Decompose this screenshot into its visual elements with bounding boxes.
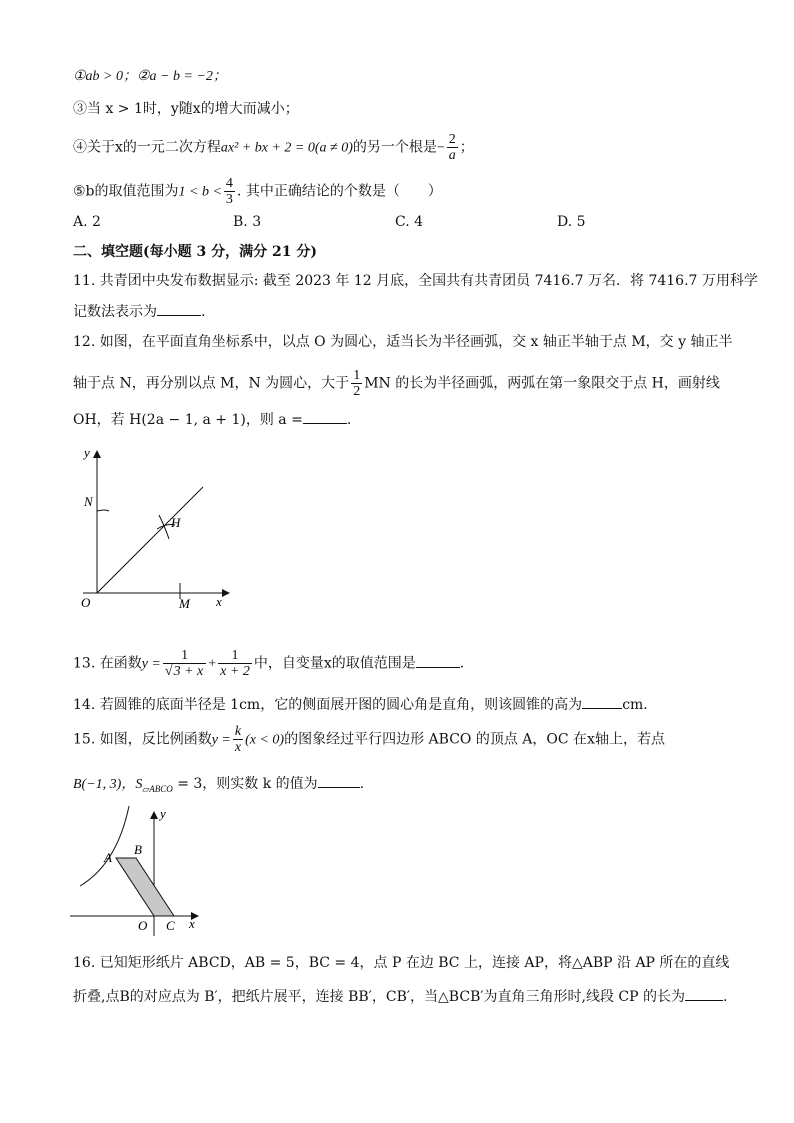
x-axis-arrow: [222, 589, 230, 597]
q14-line: 14. 若圆锥的底面半径是 1cm，它的侧面展开图的圆心角是直角，则该圆锥的高为 cm.: [73, 694, 648, 715]
q10-option-c: C. 4: [395, 214, 424, 230]
bound-fraction: $\frac{4}{3}$: [225, 176, 233, 207]
y-axis-arrow: [93, 450, 101, 458]
q10-statement-5: ⑤b的取值范围为1 < b < $\frac{4}{3}$ . 其中正确结论的个数是（ ）: [73, 176, 442, 207]
q16-line-2: 折叠,点B的对应点为 B′，把纸片展平，连接 BB′，CB′，当△BCB′为直角三角形时,线段 CP 的长为 .: [73, 986, 727, 1007]
fraction-2: $\frac{1}{x + 2}$: [220, 648, 250, 679]
c-label: C: [166, 918, 175, 933]
section-heading: 二、填空题(每小题 3 分，满分 21 分): [73, 244, 317, 260]
q10-option-d: D. 5: [557, 214, 586, 230]
q15-line-1: 15. 如图，反比例函数y = $\frac{k}{x}$ (x < 0)的图象经过平行四边形 ABCO 的顶点 A，OC 在x轴上，若点: [73, 724, 665, 755]
parallelogram-abco: [116, 858, 174, 916]
b-label: B: [134, 842, 142, 857]
m-label: M: [179, 596, 190, 611]
a-label: A: [104, 850, 112, 865]
q11-line-2: 记数法表示为 .: [73, 301, 205, 322]
q10-statement-1-2: ①ab > 0；②a − b = −2；: [73, 69, 227, 84]
arc-n: [97, 510, 109, 511]
o-label: O: [138, 918, 148, 933]
figure-coordinate-ray: [75, 445, 235, 620]
k-over-x-fraction: $\frac{k}{x}$: [234, 724, 242, 755]
figure-parallelogram: [62, 806, 212, 941]
q11-line-1: 11. 共青团中央发布数据显示: 截至 2023 年 12 月底，全国共有共青团员 7416.7 万名．将 7416.7 万用科学: [73, 273, 758, 289]
y-label: y: [160, 806, 166, 821]
q15-line-2: B(−1, 3)，$S_{▱ABCO} = 3$，则实数 k 的值为 .: [73, 773, 364, 799]
o-label: O: [81, 595, 91, 610]
fraction-1: $\frac{1}{√3 + x}$: [163, 648, 206, 679]
half-fraction: $\frac{1}{2}$: [353, 368, 361, 399]
h-label: H: [171, 515, 181, 530]
answer-blank: [318, 773, 360, 788]
answer-blank: [685, 986, 723, 1001]
ray-oh: [97, 487, 203, 593]
q12-line-3: OH，若 H(2a − 1, a + 1)，则 a = .: [73, 409, 351, 430]
answer-blank: [416, 653, 460, 668]
q10-option-b: B. 3: [233, 214, 262, 230]
q10-statement-3: ③当 x > 1时，y随x的增大而减小；: [73, 101, 299, 117]
q12-line-1: 12. 如图，在平面直角坐标系中，以点 O 为圆心，适当长为半径画弧，交 x 轴正半轴于点 M，交 y 轴正半: [73, 334, 733, 350]
q16-line-1: 16. 已知矩形纸片 ABCD，AB = 5，BC = 4，点 P 在边 BC 上，连接 AP，将△ABP 沿 AP 所在的直线: [73, 955, 730, 971]
q10-statement-4: ④关于x的一元二次方程ax² + bx + 2 = 0(a ≠ 0)的另一个根是− $\frac{2}{a}$ ；: [73, 132, 474, 163]
y-label: y: [84, 445, 90, 460]
x-label: x: [216, 594, 222, 609]
q12-line-2: 轴于点 N，再分别以点 M，N 为圆心，大于 $\frac{1}{2}$ MN 的长为半径画弧，两弧在第一象限交于点 H，画射线: [73, 368, 720, 399]
answer-blank: [157, 301, 201, 316]
y-axis-arrow: [150, 811, 158, 819]
answer-blank: [582, 694, 622, 709]
q13-line: 13. 在函数y = $\frac{1}{√3 + x}$ + $\frac{1}{x + 2}$ 中，自变量x的取值范围是 .: [73, 648, 465, 679]
root-fraction: $\frac{2}{a}$: [448, 132, 456, 163]
hyperbola-curve: [80, 806, 129, 886]
n-label: N: [84, 494, 93, 509]
q10-option-a: A. 2: [73, 214, 101, 230]
answer-blank: [303, 409, 347, 424]
x-label: x: [189, 916, 195, 931]
